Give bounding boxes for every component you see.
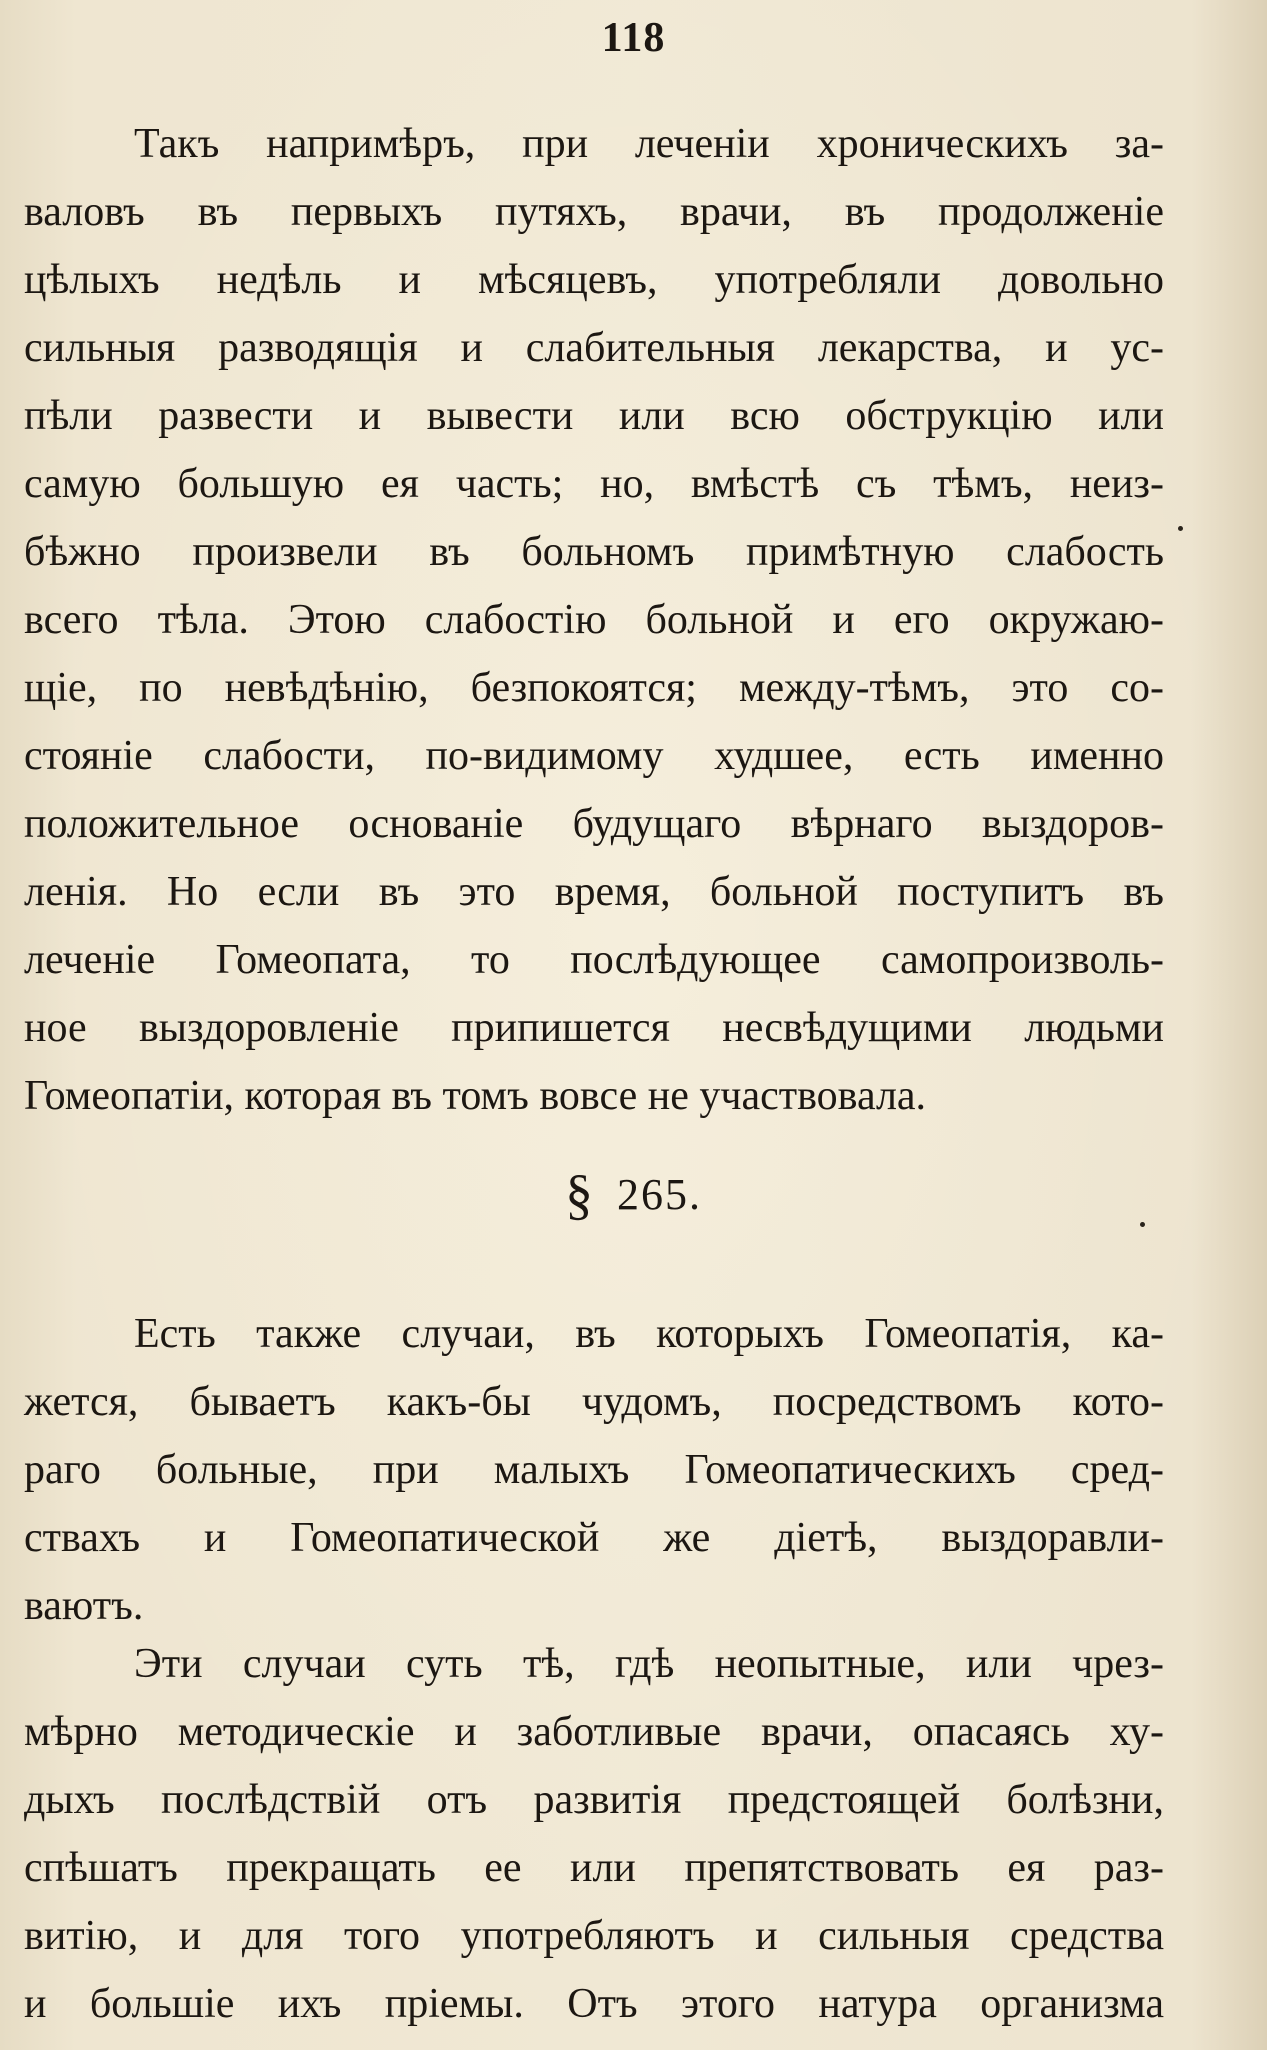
text-line: мѣрно методическіе и заботливые врачи, опасаясь ху- <box>24 1709 1164 1755</box>
section-number: 265. <box>617 1170 702 1219</box>
section-sign: § <box>565 1164 595 1226</box>
page-number: 118 <box>601 15 666 61</box>
text-line: ваютъ. <box>24 1583 144 1629</box>
text-line: положительное основаніе будущаго вѣрнаго выздоров- <box>24 801 1164 847</box>
text-line: самую большую ея часть; но, вмѣстѣ съ тѣмъ, неиз- <box>24 461 1164 507</box>
text-line: дыхъ послѣдствій отъ развитія предстоящей болѣзни, <box>24 1777 1164 1823</box>
paragraph-1 <box>24 110 1164 1130</box>
text-line: сильныя разводящія и слабительныя лекарства, и ус- <box>24 325 1164 371</box>
text-line: бѣжно произвели въ больномъ примѣтную слабость <box>24 529 1164 575</box>
text-line: пѣли развести и вывести или всю обструкцію или <box>24 393 1164 439</box>
text-line: витію, и для того употребляютъ и сильныя средства <box>24 1913 1164 1959</box>
text-line: жется, бываетъ какъ-бы чудомъ, посредствомъ кото- <box>24 1379 1164 1425</box>
paragraph-3 <box>24 1630 1164 2038</box>
paragraph-2 <box>24 1300 1164 1640</box>
text-line: ное выздоровленіе припишется несвѣдущими людьми <box>24 1005 1164 1051</box>
ink-speck <box>1140 1222 1145 1227</box>
text-line: раго больные, при малыхъ Гомеопатическихъ сред- <box>24 1447 1164 1493</box>
text-line: ствахъ и Гомеопатической же діетѣ, выздоравли- <box>24 1515 1164 1561</box>
text-line: стояніе слабости, по-видимому худшее, есть именно <box>24 733 1164 779</box>
text-line: всего тѣла. Этою слабостію больной и его окружаю- <box>24 597 1164 643</box>
section-heading <box>0 1163 1267 1227</box>
text-line: спѣшатъ прекращать ее или препятствовать ея раз- <box>24 1845 1164 1891</box>
text-line: Гомеопатіи, которая въ томъ вовсе не участвовала. <box>24 1073 927 1119</box>
text-line: Эти случаи суть тѣ, гдѣ неопытные, или чрез- <box>134 1641 1164 1687</box>
ink-speck <box>1178 526 1183 531</box>
text-line: Такъ напримѣръ, при леченіи хроническихъ за- <box>134 121 1164 167</box>
text-line: и большіе ихъ пріемы. Отъ этого натура организма <box>24 1981 1164 2027</box>
text-line: щіе, по невѣдѣнію, безпокоятся; между-тѣмъ, это со- <box>24 665 1164 711</box>
text-line: валовъ въ первыхъ путяхъ, врачи, въ продолженіе <box>24 189 1164 235</box>
text-line: ленія. Но если въ это время, больной поступитъ въ <box>24 869 1164 915</box>
text-line: Есть также случаи, въ которыхъ Гомеопатія, ка- <box>134 1311 1164 1357</box>
text-line: цѣлыхъ недѣль и мѣсяцевъ, употребляли довольно <box>24 257 1164 303</box>
text-line: леченіе Гомеопата, то послѣдующее самопроизволь- <box>24 937 1164 983</box>
